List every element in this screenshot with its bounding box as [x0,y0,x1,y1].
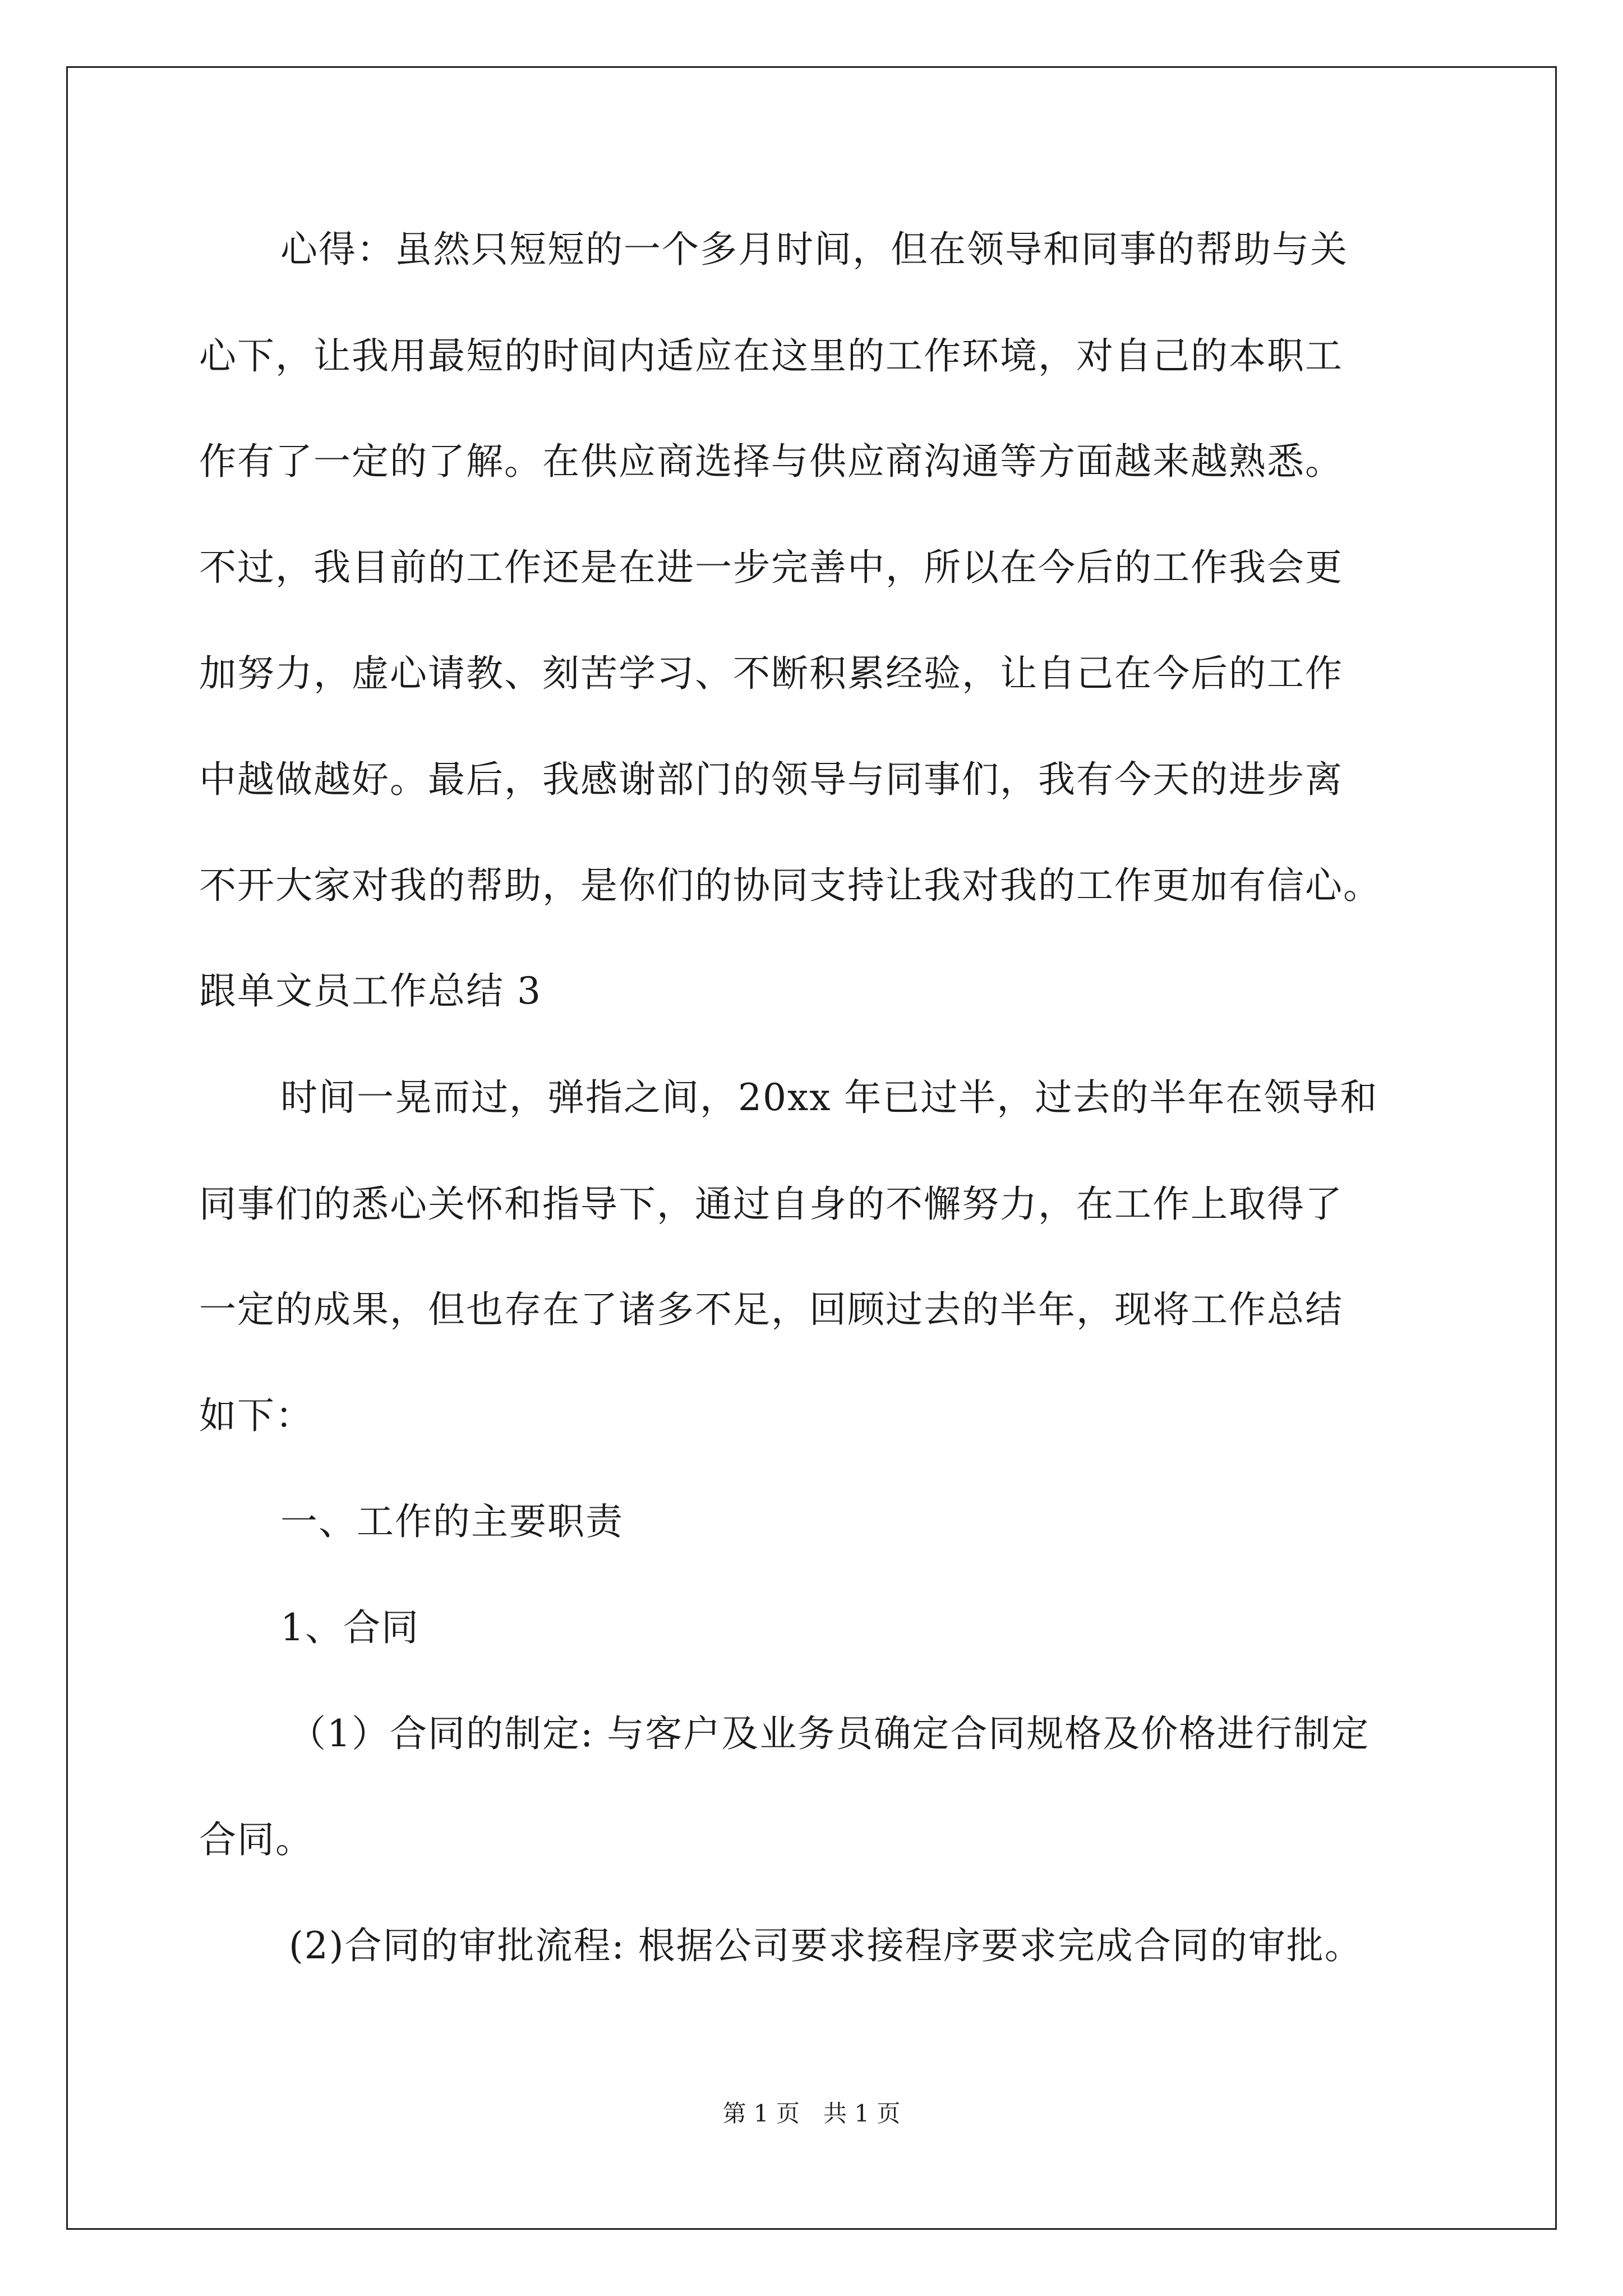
paragraph-line: 一定的成果，但也存在了诸多不足，回顾过去的半年，现将工作总结 [199,1288,1343,1331]
page-border [66,66,1557,2230]
paragraph-line: 不开大家对我的帮助，是你们的协同支持让我对我的工作更加有信心。 [199,864,1381,907]
paragraph-line: （1）合同的制定: 与客户及业务员确定合同规格及价格进行制定 [289,1712,1370,1755]
section-heading: 跟单文员工作总结 3 [199,969,542,1013]
paragraph-line: (2)合同的审批流程: 根据公司要求接程序要求完成合同的审批。 [289,1924,1363,1967]
subheading: 一、工作的主要职责 [280,1500,624,1543]
subheading: 1、合同 [280,1606,419,1649]
paragraph-line: 中越做越好。最后，我感谢部门的领导与同事们，我有今天的进步离 [199,758,1343,801]
paragraph-line: 心得：虽然只短短的一个多月时间，但在领导和同事的帮助与关 [280,228,1348,271]
paragraph-line: 心下，让我用最短的时间内适应在这里的工作环境，对自己的本职工 [199,334,1343,378]
paragraph-line: 合同。 [199,1818,313,1861]
paragraph-line: 同事们的悉心关怀和指导下，通过自身的不懈努力，在工作上取得了 [199,1182,1343,1226]
paragraph-line: 加努力，虚心请教、刻苦学习、不断积累经验，让自己在今后的工作 [199,652,1343,695]
paragraph-line: 作有了一定的了解。在供应商选择与供应商沟通等方面越来越熟悉。 [199,440,1343,483]
paragraph-line: 时间一晃而过，弹指之间，20xx 年已过半，过去的半年在领导和 [280,1076,1378,1119]
paragraph-line: 不过，我目前的工作还是在进一步完善中，所以在今后的工作我会更 [199,546,1343,589]
paragraph-line: 如下： [199,1394,313,1437]
page-number-footer: 第 1 页 共 1 页 [722,2100,901,2127]
